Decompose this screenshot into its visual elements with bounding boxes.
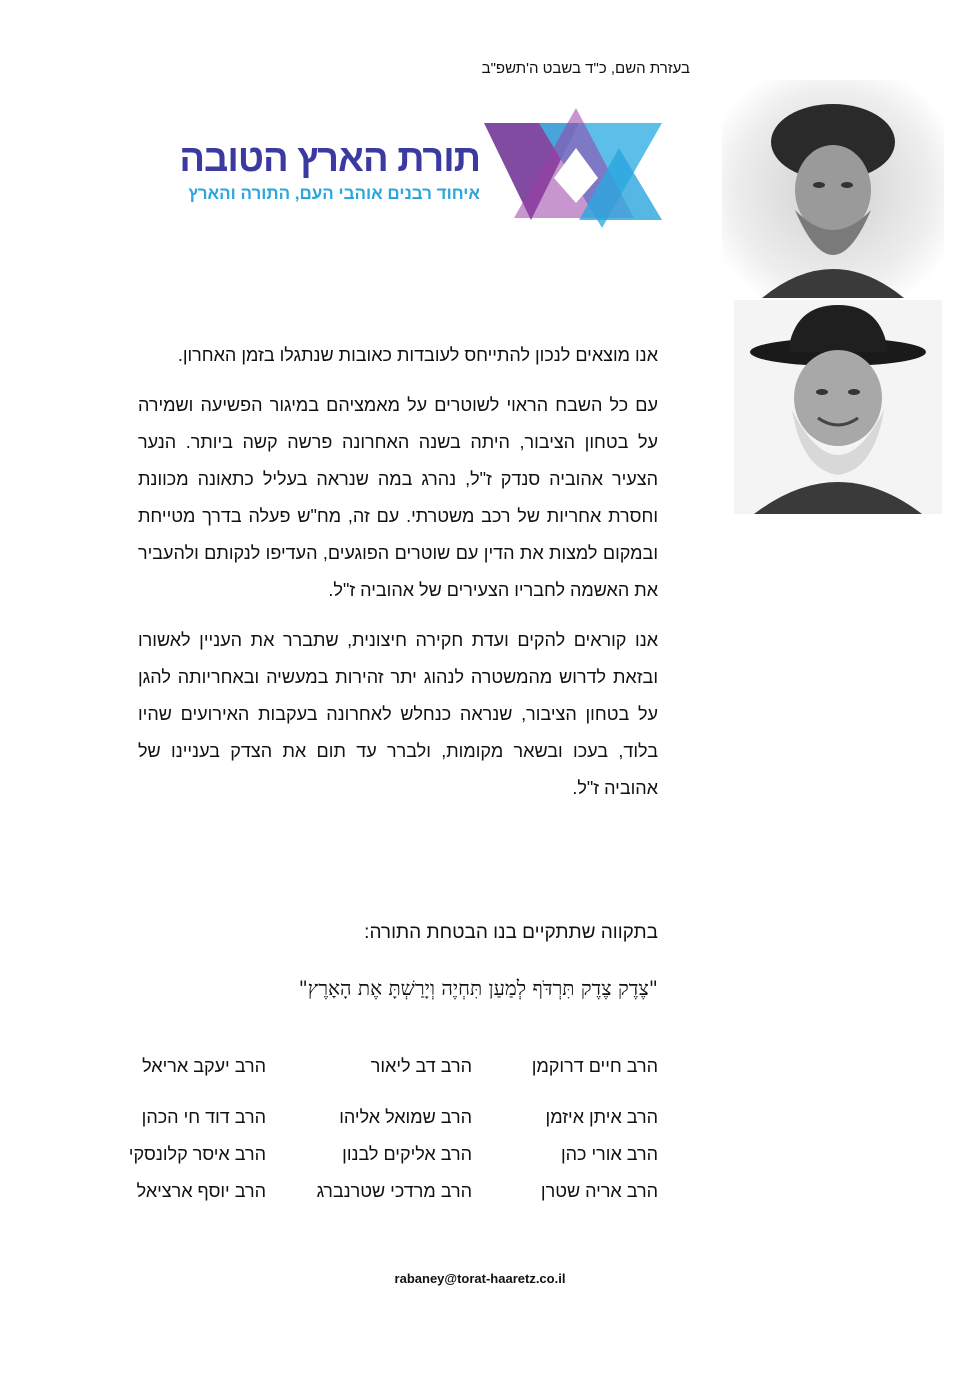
body-paragraph: עם כל השבח הראוי לשוטרים על מאמציהם במיגור הפשיעה ושמירה על בטחון הציבור, היתה בשנה האחרונה פרשה קשה ביותר. הנער הצעיר אהוביה סנדק ז"ל, נהרג במה שנראה בעליל כתאונה מכוונת וחסרת אחריות של רכב משטרתי. עם זה, מח"ש פעלה בדרך מטייחת ובמקום למצות את הדין עם שוטרים הפוגעים, העדיפו לנקותם ולהעביר את האשמה לחבריו הצעירים של אהוביה ז"ל. xyxy=(138,395,658,600)
star-of-david-logo-icon xyxy=(484,108,662,233)
signatory: הרב אליקים לבנון xyxy=(342,1144,472,1164)
closing-line: בתקווה שתתקיים בנו הבטחת התורה: xyxy=(364,922,658,943)
body-paragraph: אנו קוראים להקים ועדת חקירה חיצונית, שתברר את העניין לאשורו ובזאת לדרוש מהמשטרה לנהוג יתר זהירות במעשיה ובאחריותה להגן על בטחון הציבור, שנראה כנחלש לאחרונה בעקבות האירועים שהיו בלוד, בעכו ובשאר מקומות, ולברר עד תום את הצדק בעניינו של אהוביה ז"ל. xyxy=(138,630,658,798)
signatory: הרב מרדכי שטרנברג xyxy=(316,1181,472,1201)
signatory: הרב יעקב אריאל xyxy=(142,1056,266,1076)
signatory: הרב חיים דרוקמן xyxy=(531,1056,658,1076)
contact-email-link[interactable]: rabaney@torat-haaretz.co.il xyxy=(394,1271,566,1286)
letter-body xyxy=(138,337,658,820)
signatory: הרב איתן איזמן xyxy=(545,1107,658,1127)
torah-verse: "צֶדֶק צֶדֶק תִּרְדֹּף לְמַעַן תִּחְיֶה וְיָרַשְׁתָּ אֶת הָאָרֶץ" xyxy=(298,976,658,1000)
signatory: הרב יוסף ארציאל xyxy=(136,1181,266,1201)
signatory: הרב דוד חי הכהן xyxy=(141,1107,266,1127)
organization-logo xyxy=(179,108,662,238)
signatory: הרב שמואל אליהו xyxy=(339,1107,472,1127)
signatory: הרב אריה שטרן xyxy=(540,1181,658,1201)
body-paragraph: אנו מוצאים לנכון להתייחס לעובדות כאובות שנתגלו בזמן האחרון. xyxy=(177,345,658,365)
logo-subtitle: איחוד רבנים אוהבי העם, התורה והארץ xyxy=(188,184,480,203)
portrait-rabbi-fur-hat xyxy=(722,80,944,298)
portrait-rabbi-black-hat xyxy=(734,300,942,514)
signatory: הרב דב ליאור xyxy=(370,1056,472,1076)
logo-title: תורת הארץ הטובה xyxy=(179,138,480,180)
signatory: הרב אורי כהן xyxy=(560,1144,658,1164)
signatory: הרב איסר קלונסקי xyxy=(128,1144,266,1164)
letter-date: בעזרת השם, כ"ד בשבט ה'תשפ"ב xyxy=(481,60,690,77)
